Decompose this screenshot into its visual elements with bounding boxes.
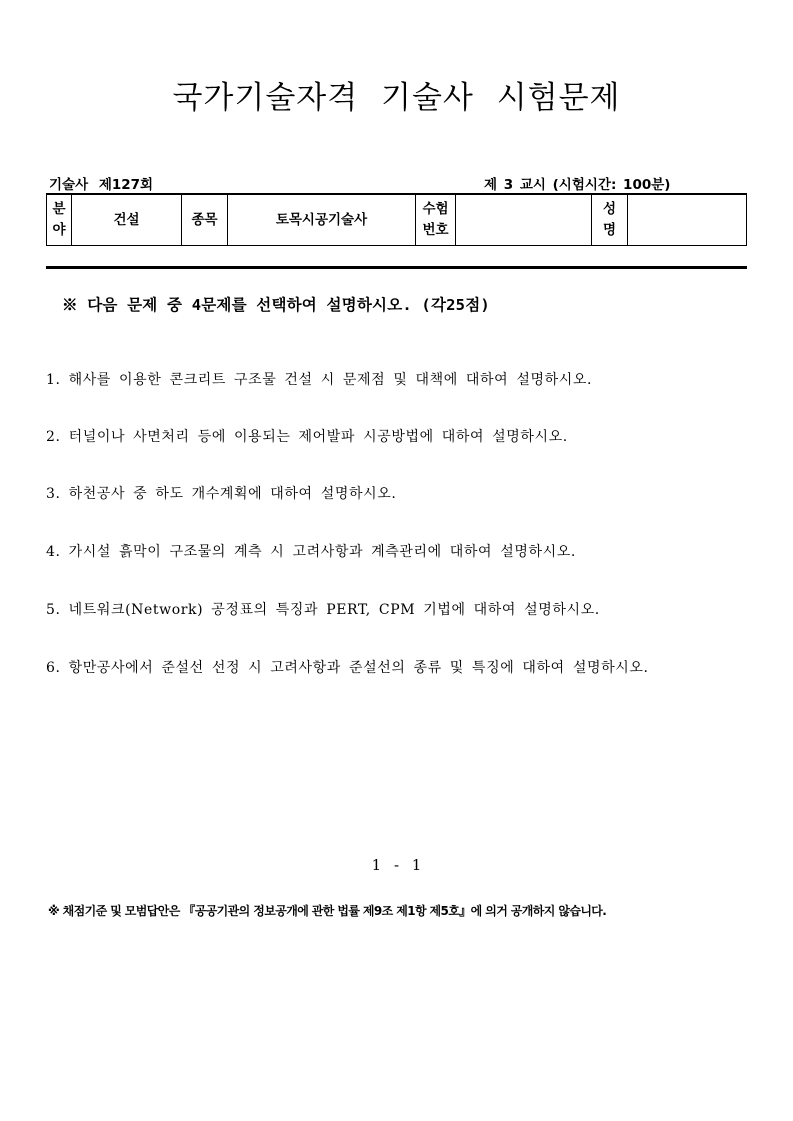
- footer-note: ※ 채점기준 및 모범답안은 『공공기관의 정보공개에 관한 법률 제9조 제1항 제5호』에 의거 공개하지 않습니다.: [48, 904, 607, 918]
- question-item: 5. 네트워크(Network) 공정표의 특징과 PERT, CPM 기법에 대하여 설명하시오.: [46, 602, 600, 618]
- exam-info-table: [46, 193, 747, 246]
- name-label: 성 명: [592, 194, 628, 246]
- page-title: 국가기술자격 기술사 시험문제: [172, 80, 621, 116]
- page-number: 1 - 1: [371, 856, 422, 874]
- category-value: 토목시공기술사: [228, 194, 416, 246]
- question-item: 1. 해사를 이용한 콘크리트 구조물 건설 시 문제점 및 대책에 대하여 설명하시오.: [46, 372, 593, 388]
- exam-number-field[interactable]: [456, 194, 592, 246]
- category-label: 종목: [182, 194, 228, 246]
- question-item: 6. 항만공사에서 준설선 선정 시 고려사항과 준설선의 종류 및 특징에 대하여 설명하시오.: [46, 660, 649, 676]
- divider: [46, 266, 747, 269]
- name-field[interactable]: [628, 194, 747, 246]
- field-label: 분 야: [47, 194, 72, 246]
- field-value: 건설: [72, 194, 182, 246]
- question-item: 2. 터널이나 사면처리 등에 이용되는 제어발파 시공방법에 대하여 설명하시오.: [46, 429, 568, 445]
- exam-number-label: 수험 번호: [416, 194, 456, 246]
- exam-round: 기술사 제127회: [49, 177, 154, 193]
- instruction: ※ 다음 문제 중 4문제를 선택하여 설명하시오. (각25점): [62, 296, 490, 314]
- exam-session: 제 3 교시 (시험시간: 100분): [484, 177, 671, 193]
- question-item: 3. 하천공사 중 하도 개수계획에 대하여 설명하시오.: [46, 486, 397, 502]
- question-item: 4. 가시설 흙막이 구조물의 계측 시 고려사항과 계측관리에 대하여 설명하시오.: [46, 544, 576, 560]
